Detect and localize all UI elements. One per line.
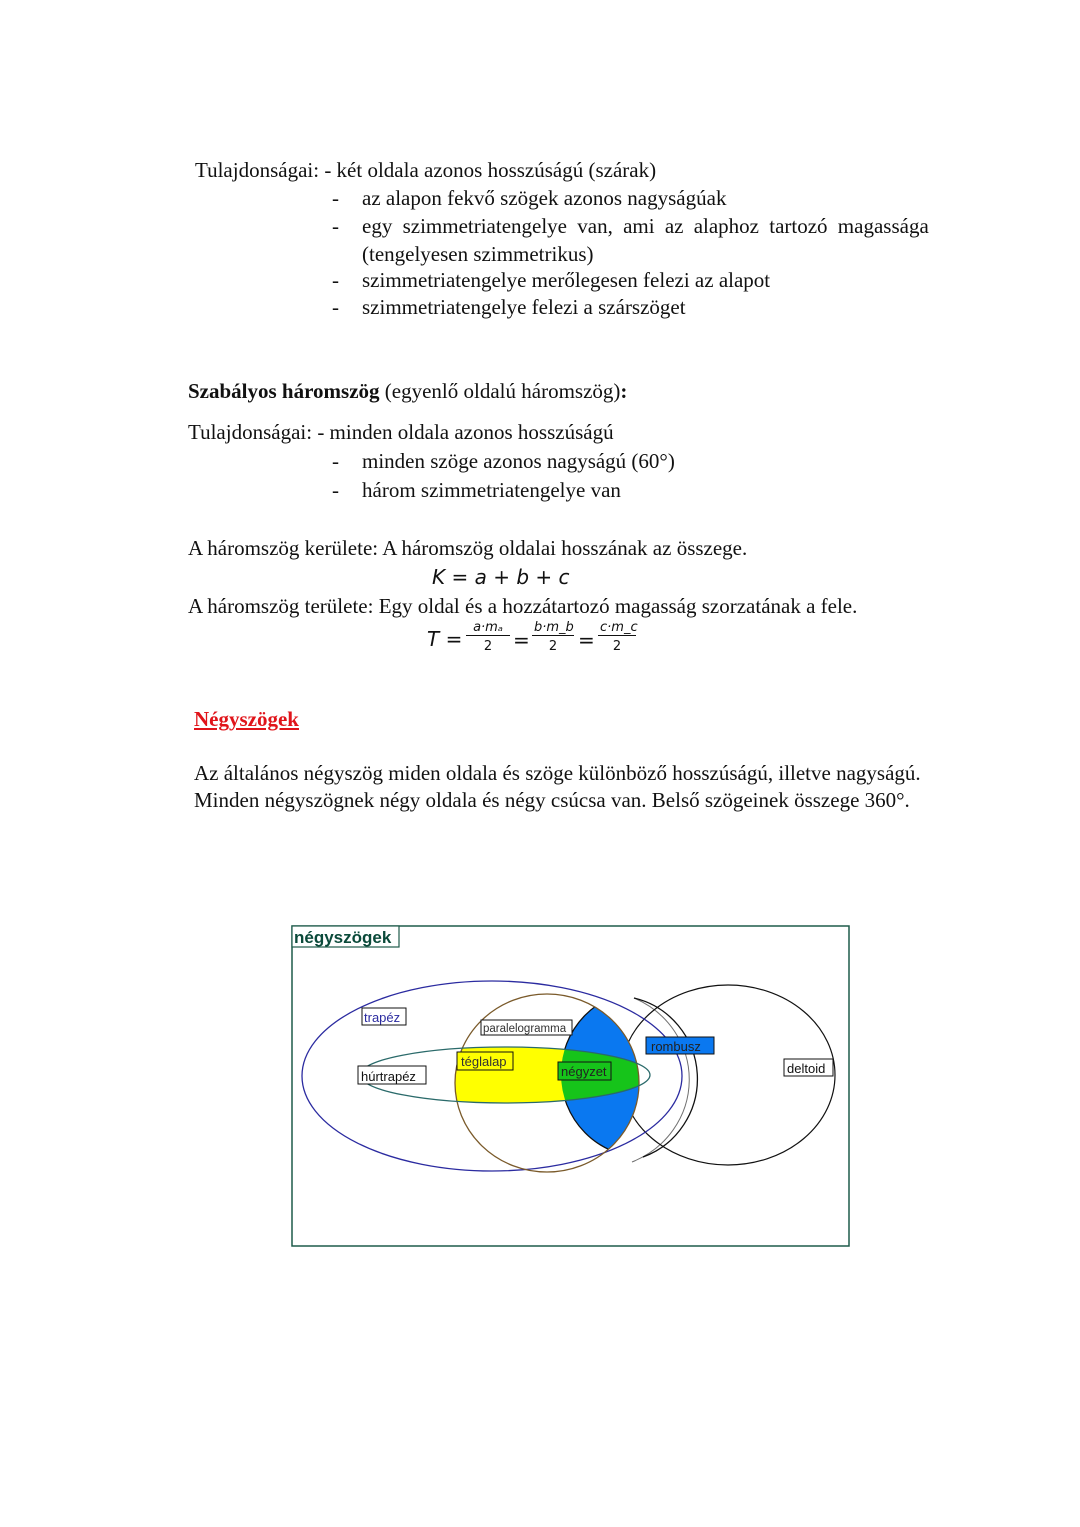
fraction-denominator: 2 xyxy=(483,639,493,654)
trapez-label: trapéz xyxy=(364,1010,401,1025)
regular-props-label: Tulajdonságai: - minden oldala azonos hosszúságú xyxy=(188,420,614,444)
bullet-dash: - xyxy=(332,478,339,502)
isosceles-prop-4: szimmetriatengelye felezi a szárszöget xyxy=(362,295,686,319)
bullet-dash: - xyxy=(332,449,339,473)
fraction-denominator: 2 xyxy=(612,639,622,654)
area-text: A háromszög területe: Egy oldal és a hozzátartozó magasság szorzatának a fele. xyxy=(188,594,858,618)
bullet-dash: - xyxy=(332,186,339,210)
quads-paragraph-1: Az általános négyszög miden oldala és szöge különböző hosszúságú, illetve nagyságú. xyxy=(194,761,921,785)
area-formula-lhs: T = xyxy=(427,627,463,651)
fraction-numerator: c·m_c xyxy=(600,620,638,635)
isosceles-first-prop: - két oldala azonos hosszúságú (szárak) xyxy=(324,158,657,182)
deltoid-label: deltoid xyxy=(787,1061,826,1076)
isosceles-prop-2-cont: (tengelyesen szimmetrikus) xyxy=(362,242,594,266)
regular-first-prop: - minden oldala azonos hosszúságú xyxy=(317,420,614,444)
paralelogramma-label: paralelogramma xyxy=(483,1023,567,1035)
regular-prop-1: minden szöge azonos nagyságú (60°) xyxy=(362,449,675,473)
quads-heading: Négyszögek xyxy=(194,707,299,731)
regular-prop-2: három szimmetriatengelye van xyxy=(362,478,621,502)
rombusz-label: rombusz xyxy=(651,1039,701,1054)
negyzet-label: négyzet xyxy=(561,1064,607,1079)
perimeter-formula: K = a + b + c xyxy=(432,565,570,589)
isosceles-prop-3: szimmetriatengelye merőlegesen felezi az alapot xyxy=(362,268,771,292)
isosceles-prop-1: az alapon fekvő szögek azonos nagyságúak xyxy=(362,186,727,210)
bullet-dash: - xyxy=(332,214,339,238)
isosceles-props-label: Tulajdonságai: - két oldala azonos hosszúságú (szárak) xyxy=(195,158,657,182)
perimeter-text: A háromszög kerülete: A háromszög oldalai hosszának az összege. xyxy=(188,536,748,560)
equals-sign: = xyxy=(513,628,530,652)
fraction-numerator: b·m_b xyxy=(534,620,574,635)
fraction-numerator: a·mₐ xyxy=(466,620,510,636)
hurtrapez-label: húrtrapéz xyxy=(361,1069,416,1084)
isosceles-prop-2: egy szimmetriatengelye van, ami az alaphoz tartozó magassága xyxy=(362,214,929,238)
teglalap-label: téglalap xyxy=(461,1054,507,1069)
diagram-title: négyszögek xyxy=(294,928,392,947)
regular-triangle-title: Szabályos háromszög (egyenlő oldalú háromszög): xyxy=(188,379,628,403)
bullet-dash: - xyxy=(332,268,339,292)
quads-paragraph-2: Minden négyszögnek négy oldala és négy csúcsa van. Belső szögeinek összege 360°. xyxy=(194,788,910,812)
fraction-denominator: 2 xyxy=(548,639,558,654)
bullet-dash: - xyxy=(332,295,339,319)
equals-sign: = xyxy=(578,628,595,652)
